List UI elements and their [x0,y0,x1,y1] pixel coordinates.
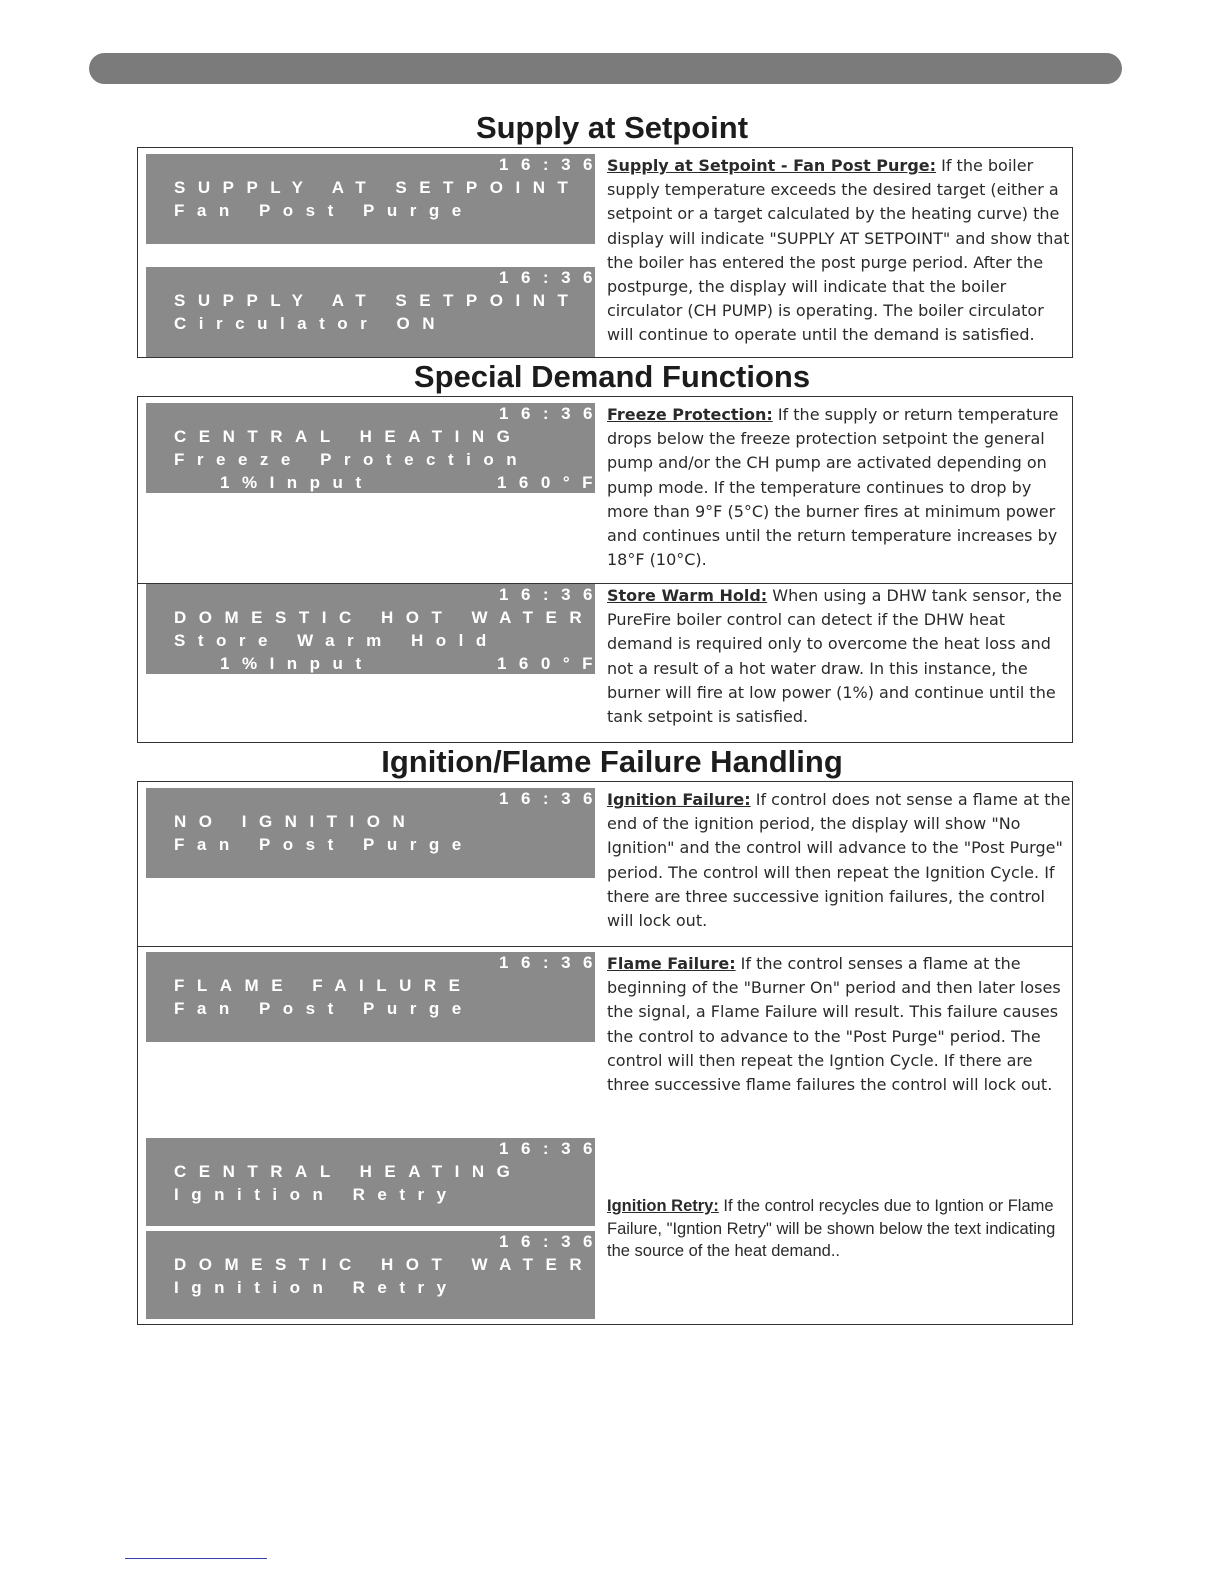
lcd-time: 16:36 [499,155,605,174]
lcd-time: 16:36 [499,789,605,808]
description-title: Flame Failure: [607,954,736,973]
lcd-display-5 [146,788,605,878]
description-title: Ignition Retry: [607,1197,719,1215]
description-text: If the control recycles due to Igntion or Flame Failure, "Igntion Retry" will be shown below the text indicating the source of the heat demand.. [607,1197,1056,1260]
section-title-supply-at-setpoint: Supply at Setpoint [475,110,749,145]
description-text: When using a DHW tank sensor, the PureFire boiler control can detect if the DHW heat demand is required only to overcome the heat loss and not a result of a hot water draw. In this instance, the burner will fire at low power (1%) and continue until the tank setpoint is satisfied. [607,586,1062,727]
lcd-line-3: 1%Input [220,654,374,673]
description-title: Ignition Failure: [607,790,751,809]
lcd-display-8 [146,1231,605,1319]
description-text: If the boiler supply temperature exceeds the desired target (either a setpoint or a target calculated by the heating curve) the display will indicate "SUPPLY AT SETPOINT" and show that the boiler has entered the post purge period. After the postpurge, the display will indicate that the boiler circulator (CH PUMP) is operating. The boiler circulator will continue to operate until the demand is satisfied. [607,156,1070,345]
lcd-time: 16:36 [499,953,605,972]
lcd-time: 16:36 [499,585,605,604]
description-ignition-retry [607,1195,1073,1263]
lcd-line-1: CENTRAL HEATING [174,1162,523,1181]
footer-line [125,1558,267,1559]
lcd-line-2: Fan Post Purge [174,835,474,854]
lcd-line-1: SUPPLY AT SETPOINT [174,291,581,310]
lcd-display-3 [146,403,605,493]
lcd-temperature: 160°F [496,654,605,673]
lcd-line-3: 1%Input [220,473,374,492]
description-store-warm-hold [607,584,1073,729]
description-text: If the supply or return temperature drops below the freeze protection setpoint the general pump and/or the CH pump are activated depending on pump mode. If the temperature continues to drop by more than 9°F (5°C) the burner fires at minimum power and continues until the return temperature increases by 18°F (10°C). [607,405,1059,570]
description-flame-failure [607,952,1073,1097]
lcd-display-6 [146,952,605,1042]
lcd-display-2 [146,267,605,357]
lcd-line-2: Fan Post Purge [174,201,474,220]
lcd-time: 16:36 [499,1139,605,1158]
lcd-time: 16:36 [499,404,605,423]
lcd-line-1: DOMESTIC HOT WATER [174,608,595,627]
lcd-line-2: Freeze Protection [174,450,530,469]
lcd-line-1: NO IGNITION [174,812,418,831]
lcd-time: 16:36 [499,1232,605,1251]
lcd-line-2: Ignition Retry [174,1278,459,1297]
lcd-line-2: Ignition Retry [174,1185,459,1204]
section-title-ignition-flame-failure: Ignition/Flame Failure Handling [381,744,843,779]
description-text: If the control senses a flame at the beginning of the "Burner On" period and then later loses the signal, a Flame Failure will result. This failure causes the control to advance to the "Post Purge" period. The control will then repeat the Igntion Cycle. If there are three successive flame failures the control will lock out. [607,954,1061,1095]
description-freeze-protection [607,403,1073,572]
lcd-line-2: Circulator ON [174,314,448,333]
supply-at-setpoint-box [137,147,1073,358]
lcd-time: 16:36 [499,268,605,287]
header-bar [89,53,1122,84]
lcd-display-1 [146,154,605,244]
lcd-temperature: 160°F [496,473,605,492]
special-demand-box [137,396,1073,743]
lcd-line-2: Store Warm Hold [174,631,499,650]
lcd-line-1: FLAME FAILURE [174,976,473,995]
section-title-special-demand-functions: Special Demand Functions [413,359,811,394]
description-title: Freeze Protection: [607,405,773,424]
description-title: Store Warm Hold: [607,586,768,605]
ignition-failure-box [137,781,1073,1325]
lcd-line-1: DOMESTIC HOT WATER [174,1255,595,1274]
divider [138,946,1072,947]
lcd-display-7 [146,1138,605,1226]
description-title: Supply at Setpoint - Fan Post Purge: [607,156,937,175]
lcd-line-1: SUPPLY AT SETPOINT [174,178,581,197]
description-supply-at-setpoint [607,154,1073,348]
lcd-line-1: CENTRAL HEATING [174,427,523,446]
description-ignition-failure [607,788,1073,933]
lcd-display-4 [146,584,605,674]
description-text: If control does not sense a flame at the end of the ignition period, the display will show "No Ignition" and the control will advance to the "Post Purge" period. The control will then repeat the Ignition Cycle. If there are three successive ignition failures, the control will lock out. [607,790,1071,931]
lcd-line-2: Fan Post Purge [174,999,474,1018]
